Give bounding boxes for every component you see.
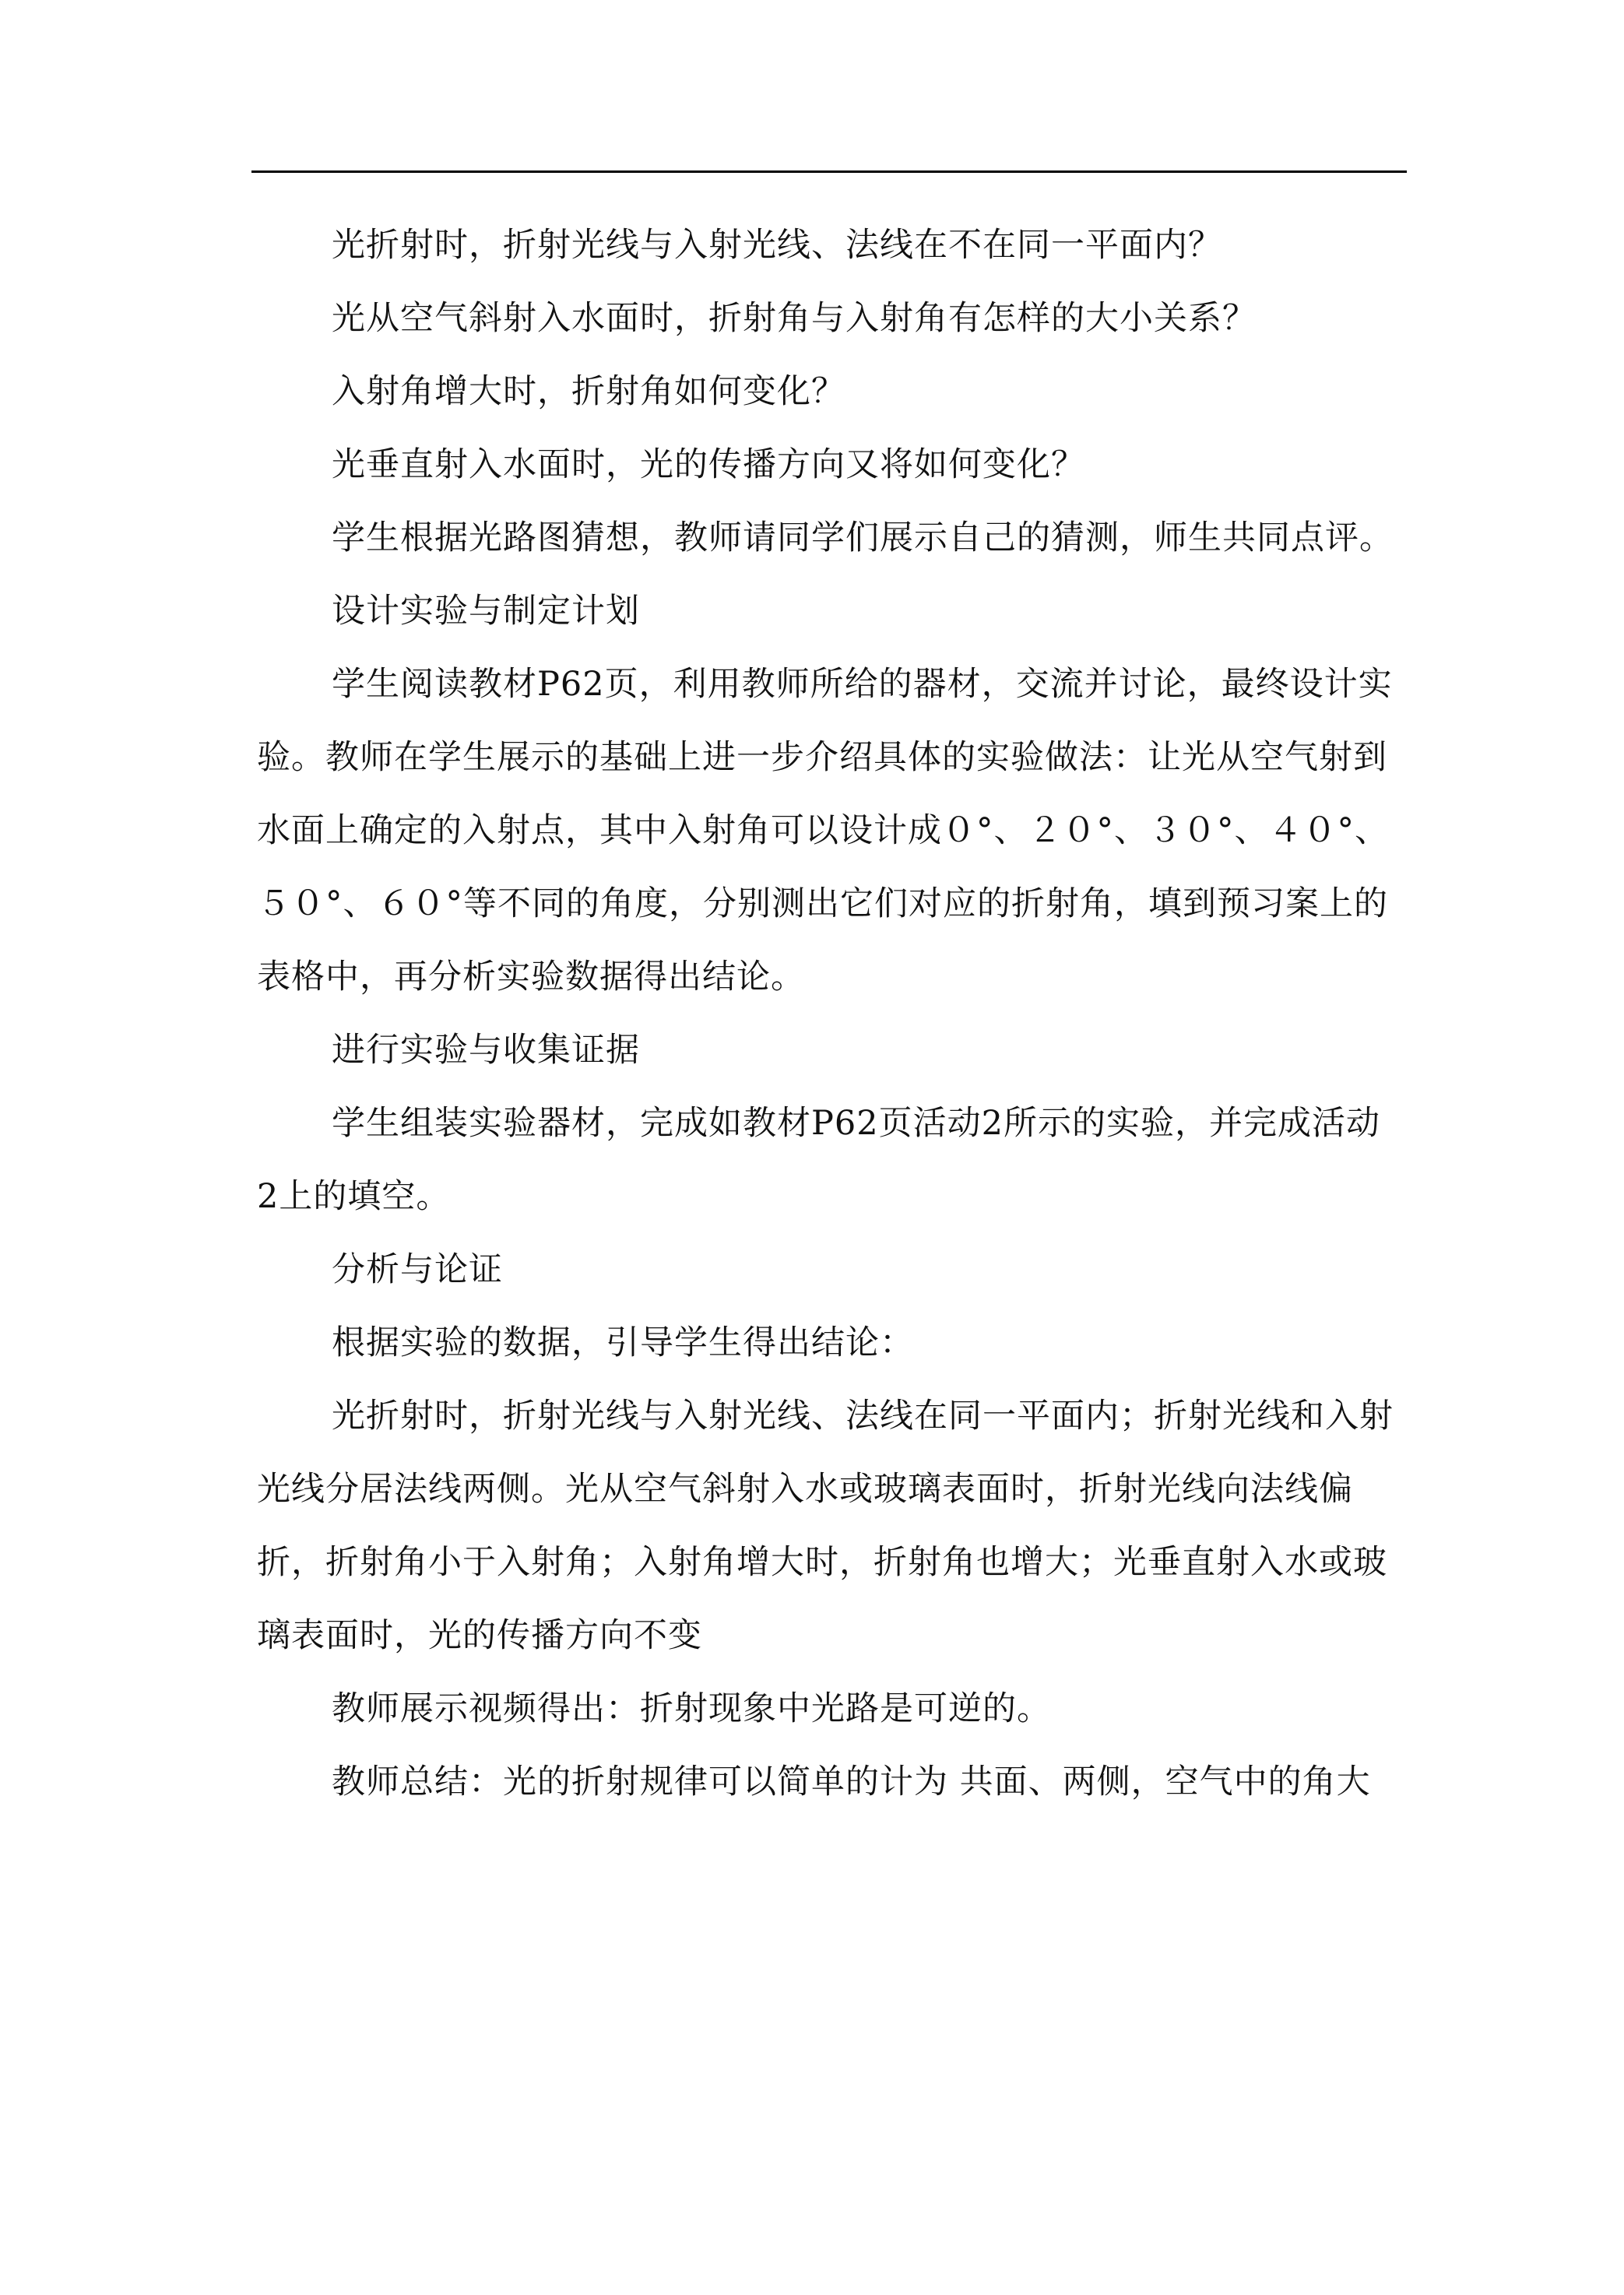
- section-heading-design: 设计实验与制定计划: [332, 592, 640, 631]
- question-perpendicular: 光垂直射入水面时，光的传播方向又将如何变化？: [332, 445, 1085, 484]
- paragraph-analysis-intro: 根据实验的数据，引导学生得出结论：: [332, 1323, 914, 1362]
- paragraph-guess: 学生根据光路图猜想，教师请同学们展示自己的猜测，师生共同点评。: [332, 518, 1394, 557]
- section-heading-experiment: 进行实验与收集证据: [332, 1031, 640, 1070]
- section-heading-analysis: 分析与论证: [332, 1250, 503, 1289]
- paragraph-video: 教师展示视频得出：折射现象中光路是可逆的。: [332, 1689, 1051, 1728]
- paragraph-design: 学生阅读教材P62页，利用教师所给的器材，交流并讨论，最终设计实验。教师在学生展示的基础上进一步介绍具体的实验做法：让光从空气射到水面上确定的入射点，其中入射角可以设计成０°、２０°、３０°、４０°、５０°、６０°等不同的角度，分别测出它们对应的折射角，填到预习案上的表格中，再分析实验数据得出结论。: [257, 665, 1393, 996]
- question-coplanar: 光折射时，折射光线与入射光线、法线在不在同一平面内？: [332, 226, 1222, 265]
- header-rule: [251, 170, 1407, 173]
- paragraph-conclusion: 光折射时，折射光线与入射光线、法线在同一平面内；折射光线和入射光线分居法线两侧。光从空气斜射入水或玻璃表面时，折射光线向法线偏折，折射角小于入射角；入射角增大时，折射角也增大；光垂直射入水或玻璃表面时，光的传播方向不变: [257, 1397, 1394, 1655]
- body-text: [257, 209, 1394, 1819]
- paragraph-summary: 教师总结：光的折射规律可以简单的计为 共面、两侧，空气中的角大: [332, 1763, 1371, 1801]
- paragraph-experiment: 学生组装实验器材，完成如教材P62页活动2所示的实验，并完成活动2上的填空。: [257, 1104, 1381, 1216]
- question-angle-change: 入射角增大时，折射角如何变化？: [332, 372, 845, 411]
- question-angle-relation: 光从空气斜射入水面时，折射角与入射角有怎样的大小关系？: [332, 299, 1257, 338]
